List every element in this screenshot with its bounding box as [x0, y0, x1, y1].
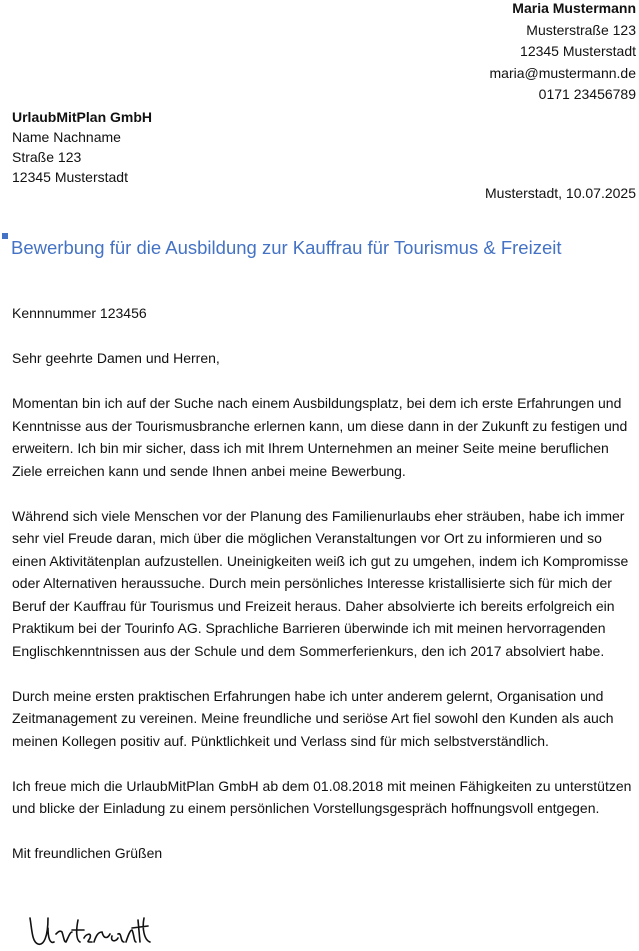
recipient-street: Straße 123	[12, 149, 82, 165]
square-marker-icon	[2, 233, 8, 239]
recipient-company: UrlaubMitPlan GmbH	[12, 109, 153, 125]
paragraph: Während sich viele Menschen vor der Planung des Familienurlaubs eher sträuben, habe ich immer sehr viel Freude daran, mich über die möglichen Veranstaltungen vor Ort zu informieren und so einen Aktivitätenplan aufzustellen. Uneinigkeiten weiß ich gut zu umgehen, indem ich Kompromisse oder Alternativen heraussuche. Durch mein persönliches Interesse kristallisierte sich für mich der Beruf der Kauffrau für Tourismus und Freizeit heraus. Daher absolvierte ich bereits erfolgreich ein Praktikum bei der Tourinfo AG. Sprachliche Barrieren überwinde ich mit meinen hervorragenden Englischkenntnissen aus der Schule und dem Sommerferienkurs, den ich 2017 absolviert habe.	[12, 507, 629, 659]
sender-name: Maria Mustermann	[512, 0, 636, 16]
paragraph: Ich freue mich die UrlaubMitPlan GmbH ab dem 01.08.2018 mit meinen Fähigkeiten zu unterstützen und blicke der Einladung zu einem persönlichen Vorstellungsgespräch hoffnungsvoll entgegen.	[12, 777, 632, 816]
salutation: Sehr geehrte Damen und Herren,	[12, 350, 220, 366]
letter-body	[12, 302, 632, 887]
sender-email: maria@mustermann.de	[489, 64, 636, 81]
sender-phone: 0171 23456789	[538, 86, 636, 102]
paragraph: Momentan bin ich auf der Suche nach einem Ausbildungsplatz, bei dem ich erste Erfahrungen und Kenntnisse aus der Tourismusbranche erlernen kann, um diese dann in der Zukunft zu festigen und erweitern. Ich bin mir sicher, dass ich mit Ihrem Unternehmen an meiner Seite meine beruflichen Ziele erreichen kann und sende Ihnen anbei meine Bewerbung.	[12, 395, 628, 479]
paragraph: Durch meine ersten praktischen Erfahrungen habe ich unter anderem gelernt, Organisation und Zeitmanagement zu vereinen. Meine freundliche und seriöse Art fiel sowohl den Kunden als auch meinen Kollegen positiv auf. Pünktlichkeit und Verlass sind für mich selbstverständlich.	[12, 687, 614, 749]
sender-address	[490, 0, 637, 106]
closing: Mit freundlichen Grüßen	[12, 845, 163, 861]
sender-street: Musterstraße 123	[526, 21, 636, 38]
subject-text: Bewerbung für die Ausbildung zur Kauffrau für Tourismus & Freizeit	[11, 237, 562, 258]
reference-number: Kennnummer 123456	[12, 305, 147, 321]
sender-city: 12345 Musterstadt	[520, 43, 636, 59]
recipient-contact: Name Nachname	[12, 129, 121, 145]
letter-date: Musterstadt, 10.07.2025	[485, 185, 636, 201]
subject-line	[2, 230, 622, 266]
handwritten-signature	[26, 910, 156, 950]
recipient-address	[12, 107, 152, 187]
recipient-city: 12345 Musterstadt	[12, 169, 128, 185]
